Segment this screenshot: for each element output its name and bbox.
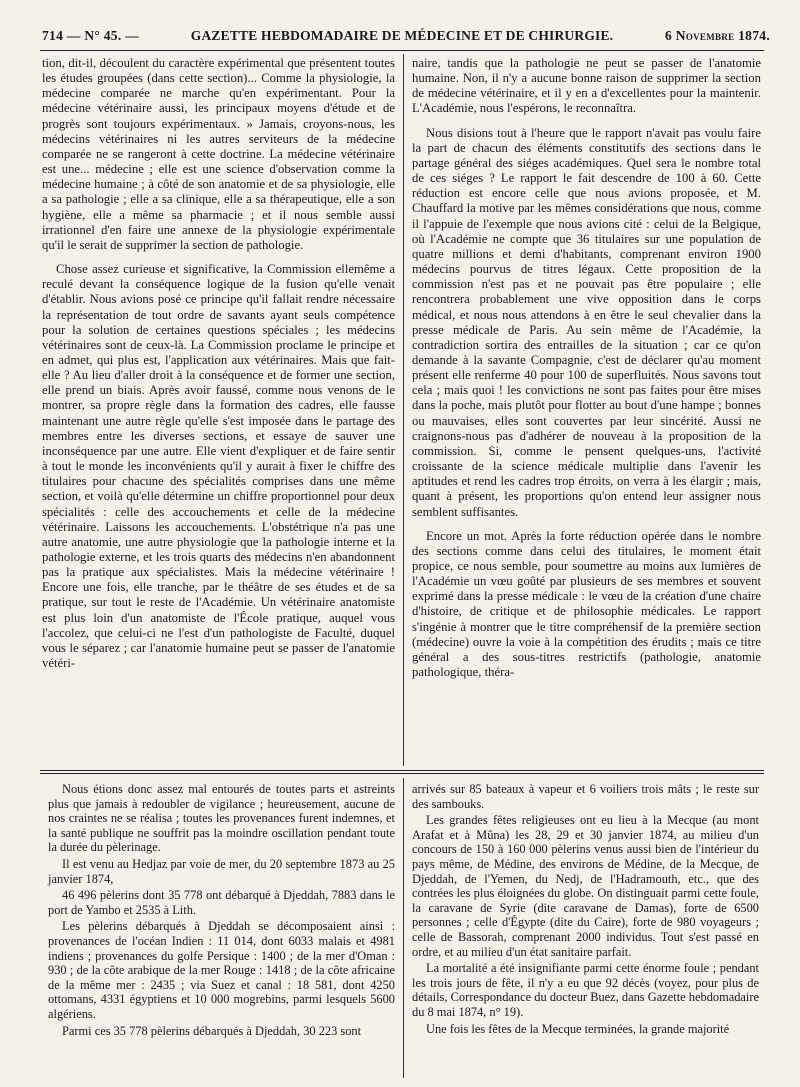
paragraph: Parmi ces 35 778 pèlerins débarqués à Djeddah, 30 223 sont xyxy=(62,1023,362,1038)
column-divider xyxy=(403,54,404,766)
section-divider xyxy=(40,770,764,774)
header-rule xyxy=(40,50,764,51)
page-number: 714 xyxy=(42,28,64,43)
paragraph: Une fois les fêtes de la Mecque terminées, la grande majorité xyxy=(426,1021,730,1036)
page-number-issue xyxy=(42,28,139,44)
paragraph: Les grandes fêtes religieuses ont eu lieu à la Mecque (au mont Arafat et à Mûna) les 28, 29 et 30 janvier 1874, au milieu d'un concours de 150 à 160 000 pèlerins venus aussi bien de l'intérieur du pays même, de Médine, des environs de Médine, de la Mecque, de Djeddah, de l'Yemen, du Nedj, de l'Hadramouth, etc., que des contrées les plus éloignées du globe. On distinguait parmi cette foule, la caravane de Syrie (dite caravane de Damas), forte de 6500 personnes ; celle d'Égypte (dite du Caire), forte de 980 voyageurs ; celle de Bassorah, comprenant 2000 individus. Tout s'est passé en ordre, et au milieu d'un état sanitaire parfait. xyxy=(412,813,759,959)
issue-date-day: 6 xyxy=(665,28,673,43)
issue-date-year: 1874. xyxy=(738,28,770,43)
lower-left-column xyxy=(48,782,395,1038)
paragraph: Encore un mot. Après la forte réduction opérée dans le nombre des sections comme dans celui des titulaires, le moment était propice, ce nous semble, pour soumettre au moins aux lumières de l'Académie un vœu goûté par plusieurs de ses membres et souvent exprimé dans la presse médicale : le vœu de la création d'une chaire d'histoire, de critique et de philosophie médicales. Le rapport s'ingénie à montrer que le titre compréhensif de la première section (médecine) ouvre la voie à la compétition des érudits ; mais ce titre général a des sous-titres restrictifs (pathologie, anatomie pathologique, théra- xyxy=(412,528,761,680)
paragraph: tion, dit-il, découlent du caractère expérimental que présentent toutes les études groupées (dans cette section)... Comme la physiologie, la médecine comparée ne marche qu'en expérimentant. Pour la médecine vétérinaire aussi, les principaux moyens d'étude et de progrès sont toujours expérimentaux. » Jamais, croyons-nous, les médecins vétérinaires ni les autres serviteurs de la médecine comparée ne se rangeront à cette doctrine. La médecine vétérinaire est une... médecine ; elle est une science d'observation comme la médecine humaine ; à côté de son anatomie et de sa physiologie, elle a sa pathologie ; elle a sa clinique, elle a sa thérapeutique, elle a son hygiène, elle a même sa pharmacie ; et il nous semble aussi irrationnel d'en faire une annexe de la physiologie expérimentale qu'il le serait de supprimer la section de pathologie. xyxy=(42,56,395,252)
paragraph: naire, tandis que la pathologie ne peut se passer de l'anatomie humaine. Non, il n'y a aucune bonne raison de supprimer la section de médecine vétérinaire, et il y en a d'excellentes pour la maintenir. L'Académie, nous l'espérons, le reconnaîtra. xyxy=(412,56,761,116)
paragraph: Chose assez curieuse et significative, la Commission ellemême a reculé devant la conséquence logique de la fusion qu'elle venait d'établir. Nous avions posé ce principe qu'il fallait rendre nécessaire la représentation de tout ordre de savants ayant seuls compétence pour la solution de certaines questions spéciales ; les médecins vétérinaires sont de ceux-là. La Commission proclame le principe et en admet, qui plus est, l'application aux vétérinaires. Mais que fait-elle ? Au lieu d'aller droit à la conséquence et de former une section, elle prend un biais. Après avoir faussé, comme nous venons de le montrer, sa propre règle dans la formation des cadres, elle fausse maintenant une autre règle qu'elle s'est imposée dans le partage des membres entre les diverses sections, et essaye de sauver une inconséquence par une autre. Elle vient d'expliquer et de faire sentir à tout le monde les inconvénients qu'il y aurait à fixer le chiffre des titulaires pour chacune des spécialités comprises dans une même section, et voilà qu'elle détermine un chiffre proportionnel pour deux spécialités : celle des accouchements et celle de la médecine vétérinaire. Laissons les accouchements. L'obstétrique n'a pas une autre anatomie, une autre physiologie que la pathologie interne et la pathologie externe, et les trois quarts des médecins n'en abandonnent pas la pratique aux spécialistes. Mais la médecine vétérinaire ! Encore une fois, elle tranche, par le théâtre de ses études et de sa pratique, sur tout le reste de l'Académie. Un vétérinaire anatomiste est plus loin d'un anatomiste de l'École pratique, auquel vous l'accolez, que celui-ci ne l'est d'un pathologiste de Faculté, duquel vous le séparez ; car l'anatomie humaine peut se passer de l'anatomie vétéri- xyxy=(42,262,395,671)
journal-title: GAZETTE HEBDOMADAIRE DE MÉDECINE ET DE CHIRURGIE. xyxy=(190,28,614,43)
paragraph: Il est venu au Hedjaz par voie de mer, du 20 septembre 1873 au 25 janvier 1874, xyxy=(48,856,395,886)
paragraph: La mortalité a été insignifiante parmi cette énorme foule ; pendant les trois jours de fête, il n'y a eu que 92 décès (voyez, pour plus de détails, Correspondance du docteur Buez, dans Gazette hebdomadaire du 8 mai 1874, n° 19). xyxy=(412,961,759,1019)
issue-number: — N° 45. — xyxy=(66,28,139,43)
paragraph: Les pèlerins débarqués à Djeddah se décomposaient ainsi : provenances de l'océan Indien : 11 014, dont 6033 malais et 4981 indiens ; provenances du golfe Persique : 1400 ; de la mer d'Oman : 930 ; de la côte arabique de la mer Rouge : 1418 ; de la côte africaine de la même mer : 2435 ; via Suez et canal : 18 581, dont 4250 ottomans, 4331 égyptiens et 10 000 mogrebins, parmi lesquels 5600 algériens. xyxy=(48,919,395,1021)
column-divider xyxy=(403,778,404,1078)
issue-date-month: Novembre xyxy=(675,28,735,43)
paragraph: Nous disions tout à l'heure que le rapport n'avait pas voulu faire la part de chacun des éléments constitutifs des sections dans le partage général des siéges académiques. Quel sera le nombre total de ces siéges ? Le rapport le fait descendre de 100 à 60. Cette réduction est encore celle que nous avions proposée, et M. Chauffard la motive par les mêmes considérations que nous, comme il l'appuie de l'exemple que nous avions cité : celui de la Belgique, où l'Académie ne compte que 36 titulaires sur une population de quatre millions et demi d'habitants, comprenant environ 1900 médecins pourvus de titres légaux. Cette proposition de la commission n'est pas et ne pouvait pas être populaire ; elle rencontrera probablement une vive opposition dans le corps médical, et nous nous attendons à en être le seul chevalier dans la presse médicale de Paris. Au sein même de l'Académie, la contradiction sortira des entrailles de la situation ; car ce qu'on demande à la savante Compagnie, c'est de déclarer qu'au moment présent elle renferme 40 pour 100 de superfluités. Nous savons tout cela ; mais quoi ! les convictions ne sont pas faites pour être mises dans la poche, mais plutôt pour flotter au bout d'une hampe ; bonnes ou mauvaises, elles sont couvertes par leur sincérité. Aussi ne craignons-nous pas d'adhérer de nouveau à la proposition de la commission. Si, comme le pensent quelques-uns, l'activité croissante de la science médicale multiplie dans l'avenir les aptitudes et rend les cadres trop étroits, on verra à les élargir ; mais, quant à présent, les proportions qu'on entend leur assigner nous semblent suffisantes. xyxy=(412,125,761,519)
upper-right-column xyxy=(412,56,761,680)
paragraph: 46 496 pèlerins dont 35 778 ont débarqué à Djeddah, 7883 dans le port de Yambo et 2535 à Lith. xyxy=(48,888,395,917)
paragraph: arrivés sur 85 bateaux à vapeur et 6 voiliers trois mâts ; le reste sur des sambouks. xyxy=(412,782,759,811)
issue-date xyxy=(665,28,770,44)
upper-left-column xyxy=(42,56,395,671)
page-header xyxy=(42,28,770,48)
paragraph: Nous étions donc assez mal entourés de toutes parts et astreints plus que jamais à redoubler de vigilance ; heureusement, aucune de nos craintes ne se réalisa ; toutes les provenances furent indemnes, et la santé publique ne souffrit pas la moindre oscillation pendant toute la durée du pèlerinage. xyxy=(48,782,395,855)
lower-right-column xyxy=(412,782,759,1036)
